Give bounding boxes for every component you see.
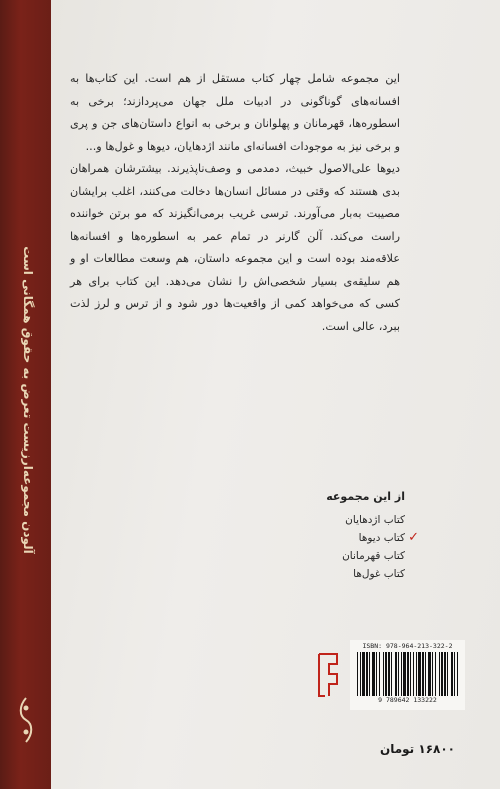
price-label: ۱۶۸۰۰ تومان (379, 742, 455, 756)
series-list (295, 490, 419, 583)
barcode-bars (355, 652, 460, 696)
checkmark-icon: ✓ (408, 530, 419, 545)
book-description (70, 68, 400, 338)
publisher-seal-icon (14, 690, 38, 750)
barcode (350, 640, 465, 710)
series-item: کتاب اژدهایان (345, 514, 405, 526)
isbn-text: ISBN: 978-964-213-322-2 (362, 642, 453, 650)
spine-text: آلودن مجموعه‌ارزیست تعرض به حقوق همگانی است (21, 246, 35, 554)
publisher-logo-icon (315, 650, 341, 700)
book-spine (0, 0, 51, 789)
description-paragraph-1: این مجموعه شامل چهار کتاب مستقل از هم است. این کتاب‌ها به افسانه‌های گوناگونی در ادبیات ملل جهان می‌پردازند؛ برخی به اسطوره‌ها، قهرمانان و پهلوانان و برخی به انواع داستان‌های جن و پری و برخی نیز به موجودات افسانه‌ای مانند اژدهایان، دیوها و غول‌ها و... (70, 72, 400, 153)
barcode-digits: 9 789642 133222 (378, 696, 437, 704)
series-item: کتاب غول‌ها (353, 568, 405, 580)
series-item: کتاب قهرمانان (342, 550, 405, 562)
series-item-current: ✓ کتاب دیوها (358, 530, 419, 545)
description-paragraph-2: دیوها علی‌الاصول خبیث، دمدمی و وصف‌ناپذیرند. بیشترشان همراهان بدی هستند که وقتی در مسائل انسان‌ها دخالت می‌کنند، اغلب برایشان مصیبت به‌بار می‌آورند. ترسی غریب برمی‌انگیزند که مو برتن خواننده راست می‌کند. آلن گارنر در تمام عمر به اسطوره‌ها و افسانه‌ها علاقه‌مند بوده است و این مجموعه داستان، هم وسعت مطالعات او و هم سلیقه‌ی بسیار شخصی‌اش را نشان می‌دهد. این کتاب برای هر کسی که می‌خواهد کمی از واقعیت‌ها دور شود و از ترس و لرز لذت ببرد، عالی است. (70, 162, 400, 333)
series-title: از این مجموعه (326, 490, 405, 503)
